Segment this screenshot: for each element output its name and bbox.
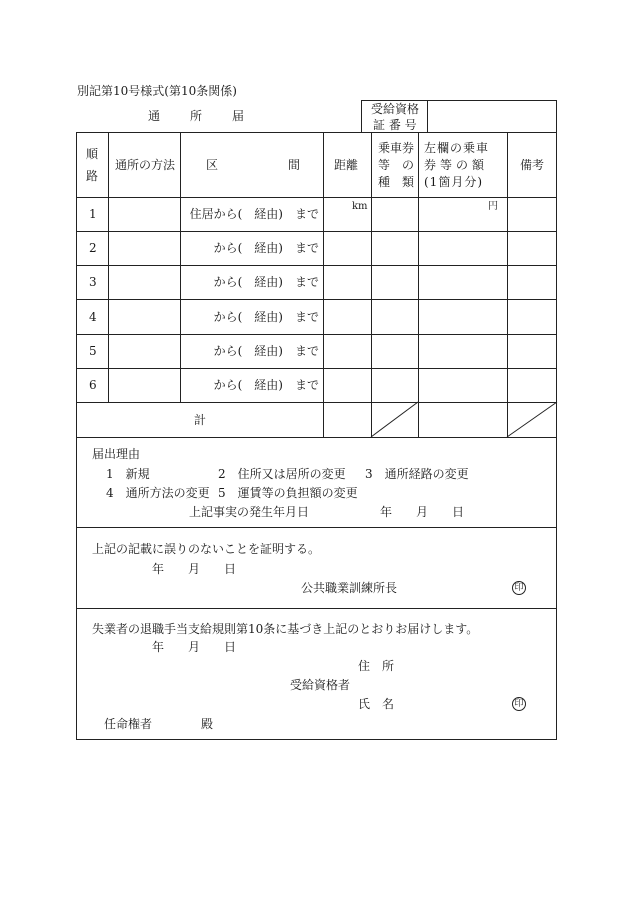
row-section: から( 経由) まで: [213, 344, 319, 358]
col-line-section: [323, 132, 324, 437]
header-section-left: 区: [206, 158, 219, 172]
header-section-right: 間: [288, 158, 301, 172]
header-method: 通所の方法: [115, 158, 176, 172]
addressee-label: 任命権者: [104, 717, 153, 731]
reason-bottom-line: [76, 527, 557, 528]
notify-text: 失業者の退職手当支給規則第10条に基づき上記のとおりお届けします。: [92, 622, 479, 636]
row-number: 1: [89, 207, 97, 221]
header-amount-1: 左欄の乗車: [424, 141, 490, 155]
header-order-2: 路: [86, 169, 99, 183]
certificate-number-field[interactable]: [430, 108, 554, 126]
col-line-method: [180, 132, 181, 402]
header-bottom-line: [76, 197, 557, 198]
header-amount-2: 券等の額: [424, 158, 489, 172]
row-section: 住居から( 経由) まで: [189, 207, 319, 221]
form-number-caption: 別記第10号様式(第10条関係): [77, 84, 237, 98]
header-ticket-1: 乗車券: [378, 141, 415, 155]
reason-address-change: 2 住所又は居所の変更: [218, 467, 346, 481]
training-director-label: 公共職業訓練所長: [301, 581, 398, 595]
remarks-total-diagonal: [507, 402, 557, 437]
form-title: 通 所 届: [148, 109, 247, 123]
reason-title: 届出理由: [92, 447, 141, 461]
row-number: 4: [89, 310, 97, 324]
header-amount-3: (1箇月分): [424, 175, 483, 189]
cert-label-line1: 受給資格: [371, 102, 420, 116]
row-number: 2: [89, 241, 97, 255]
row-section: から( 経由) まで: [213, 241, 319, 255]
row-section: から( 経由) まで: [213, 310, 319, 324]
row-line: [76, 334, 557, 335]
form-frame: [76, 132, 557, 740]
col-line-order: [108, 132, 109, 402]
row-line: [76, 299, 557, 300]
event-date-label: 上記事実の発生年月日: [189, 505, 310, 519]
reason-new: 1 新規: [106, 467, 150, 481]
reason-method-change: 4 通所方法の変更: [106, 486, 210, 500]
header-ticket-2: 等 の: [378, 158, 415, 172]
header-order-1: 順: [86, 147, 99, 161]
honorific-label: 殿: [201, 717, 214, 731]
col-line-ticket: [418, 132, 419, 437]
certify-bottom-line: [76, 608, 557, 609]
certify-date-fields: 年 月 日: [152, 562, 237, 576]
col-line-amount: [507, 132, 508, 437]
address-label: 住 所: [358, 659, 395, 673]
header-distance: 距離: [334, 158, 359, 172]
total-label: 計: [194, 413, 207, 427]
reason-fare-change: 5 運賃等の負担額の変更: [218, 486, 358, 500]
notify-date-fields: 年 月 日: [152, 640, 237, 654]
name-label: 氏 名: [358, 697, 395, 711]
row-section: から( 経由) まで: [213, 378, 319, 392]
row-line: [76, 368, 557, 369]
row-section: から( 経由) まで: [213, 275, 319, 289]
row-line: [76, 265, 557, 266]
certify-text: 上記の記載に誤りのないことを証明する。: [92, 542, 321, 556]
cert-divider: [427, 100, 428, 133]
cert-label-line2: 証 番 号: [373, 118, 417, 132]
row-line: [76, 231, 557, 232]
certify-seal-mark: 印: [512, 581, 526, 595]
row-number: 6: [89, 378, 97, 392]
unit-km: km: [352, 201, 368, 212]
col-line-distance: [371, 132, 372, 437]
header-ticket-3: 種 類: [378, 175, 415, 189]
ticket-total-diagonal: [371, 402, 418, 437]
event-date-fields: 年 月 日: [380, 505, 465, 519]
applicant-seal-mark: 印: [512, 697, 526, 711]
row-number: 3: [89, 275, 97, 289]
row-number: 5: [89, 344, 97, 358]
total-bottom-line: [76, 437, 557, 438]
header-remarks: 備考: [520, 158, 545, 172]
unit-yen: 円: [488, 201, 498, 212]
applicant-label: 受給資格者: [290, 678, 351, 692]
reason-route-change: 3 通所経路の変更: [365, 467, 469, 481]
row-line: [76, 402, 557, 403]
